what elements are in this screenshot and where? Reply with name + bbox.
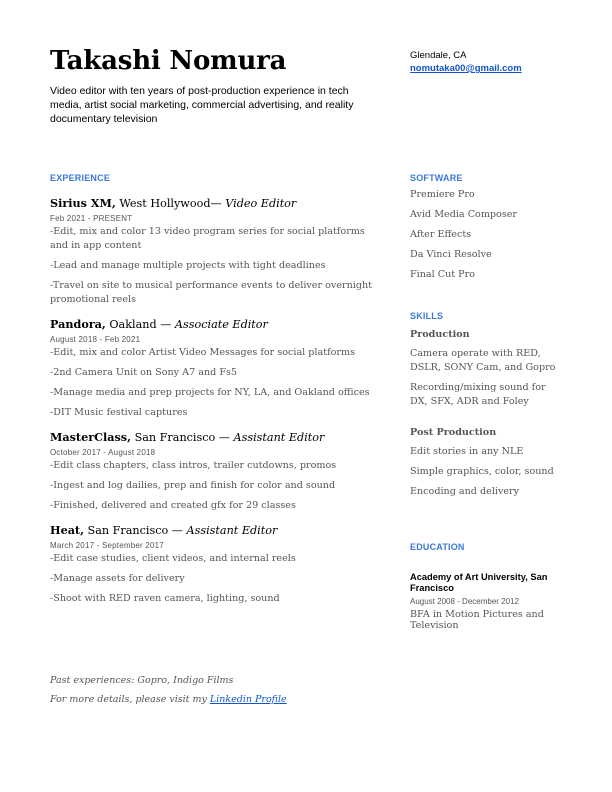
job-title — [50, 430, 380, 445]
contact-block — [410, 49, 522, 75]
software-item: Da Vinci Resolve — [410, 249, 492, 260]
education-dates: August 2008 - December 2012 — [410, 597, 519, 606]
job-entry — [50, 523, 380, 606]
experience-list — [50, 196, 380, 616]
job-bullet: -Shoot with RED raven camera, lighting, sound — [50, 593, 280, 604]
location: Glendale, CA — [410, 50, 467, 61]
job-bullet: -Edit, mix and color 13 video program series for social platforms and in app content — [50, 226, 365, 251]
past-experiences: Past experiences: Gopro, Indigo Films — [50, 675, 234, 686]
job-location: West Hollywood— — [115, 197, 226, 210]
skill-item: Simple graphics, color, sound — [410, 466, 554, 477]
job-role: Assistant Editor — [186, 524, 278, 537]
education-heading: EDUCATION — [410, 542, 465, 552]
skills-subheading-production: Production — [410, 329, 470, 340]
software-item: Premiere Pro — [410, 189, 475, 200]
details-line — [50, 694, 287, 705]
job-location: San Francisco — — [84, 524, 187, 537]
software-item: Final Cut Pro — [410, 269, 475, 280]
job-bullet: -Lead and manage multiple projects with tight deadlines — [50, 260, 326, 271]
job-company: Pandora, — [50, 317, 106, 331]
job-role: Assistant Editor — [233, 431, 325, 444]
job-entry — [50, 196, 380, 307]
job-role: Associate Editor — [174, 318, 268, 331]
skills-subheading-post: Post Production — [410, 427, 497, 438]
details-prefix: For more details, please visit my — [50, 694, 210, 705]
job-title — [50, 317, 380, 332]
job-bullet: -2nd Camera Unit on Sony A7 and Fs5 — [50, 367, 237, 378]
candidate-name: Takashi Nomura — [50, 46, 287, 76]
job-bullet: -Manage media and prep projects for NY, LA, and Oakland offices — [50, 387, 370, 398]
skills-list — [410, 329, 560, 505]
summary: Video editor with ten years of post-production experience in tech media, artist social marketing, commercial advertising, and reality documentary television — [50, 85, 354, 125]
skills-heading: SKILLS — [410, 311, 444, 321]
job-role: Video Editor — [225, 197, 297, 210]
job-title — [50, 523, 380, 538]
skill-item: Recording/mixing sound for DX, SFX, ADR and Foley — [410, 382, 546, 407]
job-bullet: -Ingest and log dailies, prep and finish for color and sound — [50, 480, 336, 491]
linkedin-link[interactable]: Linkedin Profile — [209, 694, 287, 705]
job-location: Oakland — — [105, 318, 175, 331]
software-item: Avid Media Composer — [410, 209, 518, 220]
job-company: Heat, — [50, 523, 84, 537]
experience-heading: EXPERIENCE — [50, 173, 111, 183]
job-entry — [50, 317, 380, 420]
job-title — [50, 196, 380, 211]
job-dates: October 2017 - August 2018 — [50, 448, 156, 457]
software-item: After Effects — [410, 229, 472, 240]
skill-item: Camera operate with RED, DSLR, SONY Cam, and Gopro — [410, 348, 556, 373]
job-dates: August 2018 - Feb 2021 — [50, 335, 141, 344]
job-bullet: -Manage assets for delivery — [50, 573, 185, 584]
job-company: MasterClass, — [50, 430, 132, 444]
software-list — [410, 188, 560, 288]
job-bullet: -Edit, mix and color Artist Video Messages for social platforms — [50, 347, 356, 358]
education-school: Academy of Art University, San Francisco — [410, 572, 548, 593]
job-dates: March 2017 - September 2017 — [50, 541, 164, 550]
email-link[interactable]: nomutaka00@gmail.com — [410, 63, 522, 74]
skill-item: Edit stories in any NLE — [410, 446, 524, 457]
job-bullet: -Finished, delivered and created gfx for 29 classes — [50, 500, 296, 511]
job-bullet: -Travel on site to musical performance events to deliver overnight promotional reels — [50, 280, 373, 305]
skill-item: Encoding and delivery — [410, 486, 520, 497]
software-heading: SOFTWARE — [410, 173, 463, 183]
job-bullet: -DIT Music festival captures — [50, 407, 188, 418]
job-company: Sirius XM, — [50, 196, 116, 210]
job-entry — [50, 430, 380, 513]
education-block — [410, 572, 560, 631]
education-degree: BFA in Motion Pictures and Television — [410, 609, 544, 631]
job-bullet: -Edit case studies, client videos, and internal reels — [50, 553, 296, 564]
job-bullet: -Edit class chapters, class intros, trailer cutdowns, promos — [50, 460, 337, 471]
job-dates: Feb 2021 - PRESENT — [50, 214, 133, 223]
job-location: San Francisco — — [131, 431, 234, 444]
